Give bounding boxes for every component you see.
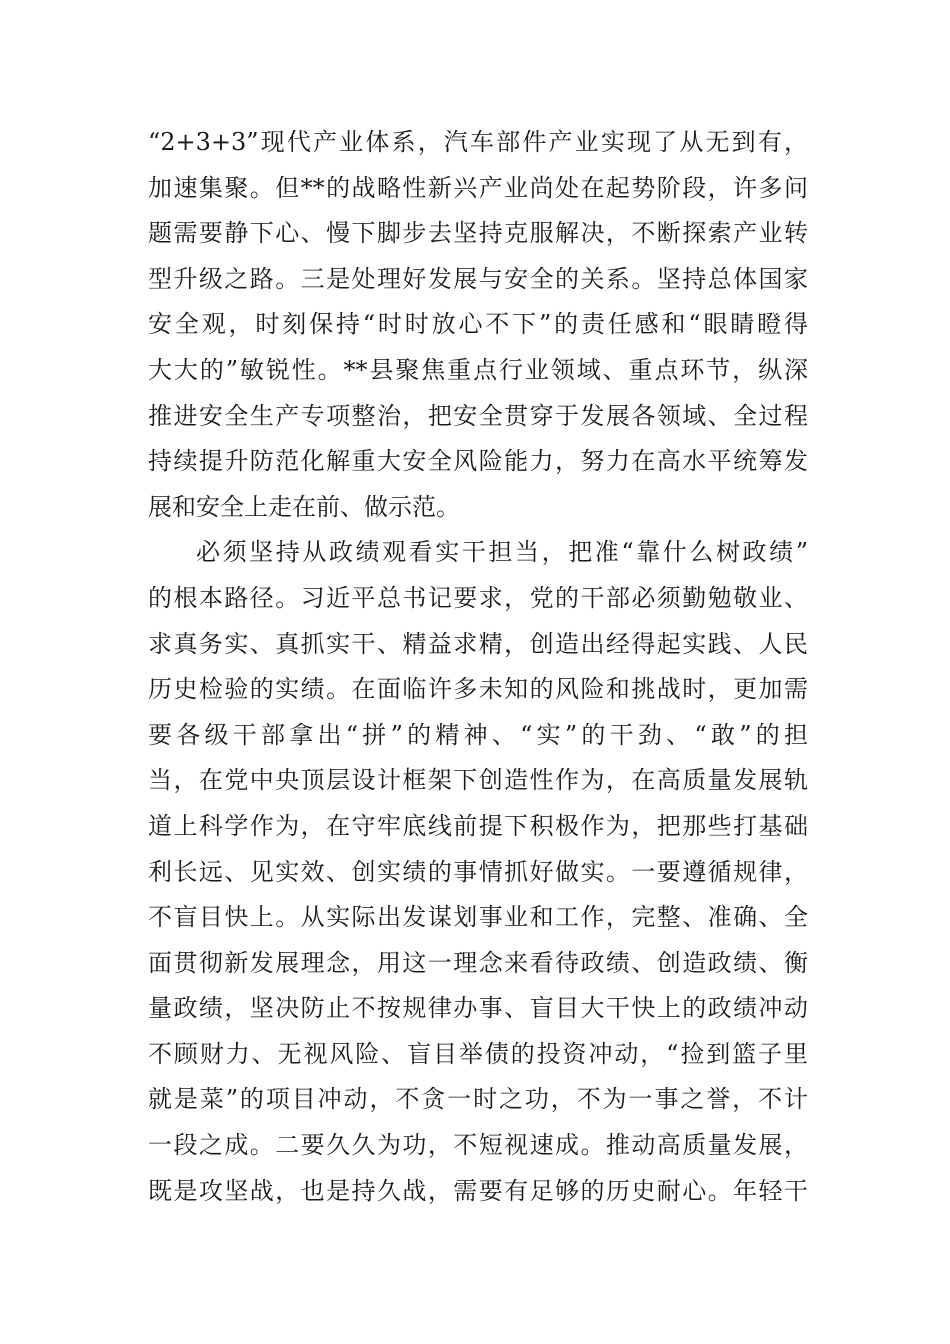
text-line: 不顾财力、无视风险、盲目举债的投资冲动，“捡到篮子里 — [148, 1039, 808, 1068]
text-line: 加速集聚。但**的战略性新兴产业尚处在起势阶段，许多问 — [148, 173, 808, 202]
text-line: 必须坚持从政绩观看实干担当，把准“靠什么树政绩” — [196, 538, 808, 567]
text-line: 安全观，时刻保持“时时放心不下”的责任感和“眼睛瞪得 — [148, 310, 808, 339]
text-line: 既是攻坚战，也是持久战，需要有足够的历史耐心。年轻干 — [148, 1176, 808, 1205]
text-line: 一段之成。二要久久为功，不短视速成。推动高质量发展， — [148, 1131, 808, 1160]
text-line: 利长远、见实效、创实绩的事情抓好做实。一要遵循规律， — [148, 857, 808, 886]
text-line: 量政绩，坚决防止不按规律办事、盲目大干快上的政绩冲动 — [148, 994, 808, 1023]
text-line: 推进安全生产专项整治，把安全贯穿于发展各领域、全过程 — [148, 401, 808, 430]
text-line: 题需要静下心、慢下脚步去坚持克服解决，不断探索产业转 — [148, 219, 808, 248]
text-line: 历史检验的实绩。在面临许多未知的风险和挑战时，更加需 — [148, 675, 808, 704]
text-line: 展和安全上走在前、做示范。 — [148, 492, 460, 521]
text-line: 当，在党中央顶层设计框架下创造性作为，在高质量发展轨 — [148, 766, 808, 795]
text-line: 型升级之路。三是处理好发展与安全的关系。坚持总体国家 — [148, 264, 808, 293]
text-line: 不盲目快上。从实际出发谋划事业和工作，完整、准确、全 — [148, 903, 808, 932]
text-line: 道上科学作为，在守牢底线前提下积极作为，把那些打基础 — [148, 811, 808, 840]
text-line: “2+3+3”现代产业体系，汽车部件产业实现了从无到有， — [148, 128, 808, 156]
paragraph-1 — [148, 120, 808, 530]
document-body — [148, 120, 808, 1214]
paragraph-2 — [148, 530, 808, 1214]
text-line: 大大的”敏锐性。**县聚焦重点行业领域、重点环节，纵深 — [148, 355, 808, 384]
text-line: 的根本路径。习近平总书记要求，党的干部必须勤勉敬业、 — [148, 583, 808, 612]
text-line: 持续提升防范化解重大安全风险能力，努力在高水平统筹发 — [148, 447, 808, 476]
text-line: 就是菜”的项目冲动，不贪一时之功，不为一事之誉，不计 — [148, 1085, 808, 1114]
text-line: 求真务实、真抓实干、精益求精，创造出经得起实践、人民 — [148, 629, 808, 658]
text-line: 要各级干部拿出“拼”的精神、“实”的干劲、“敢”的担 — [148, 720, 808, 749]
text-line: 面贯彻新发展理念，用这一理念来看待政绩、创造政绩、衡 — [148, 948, 808, 977]
